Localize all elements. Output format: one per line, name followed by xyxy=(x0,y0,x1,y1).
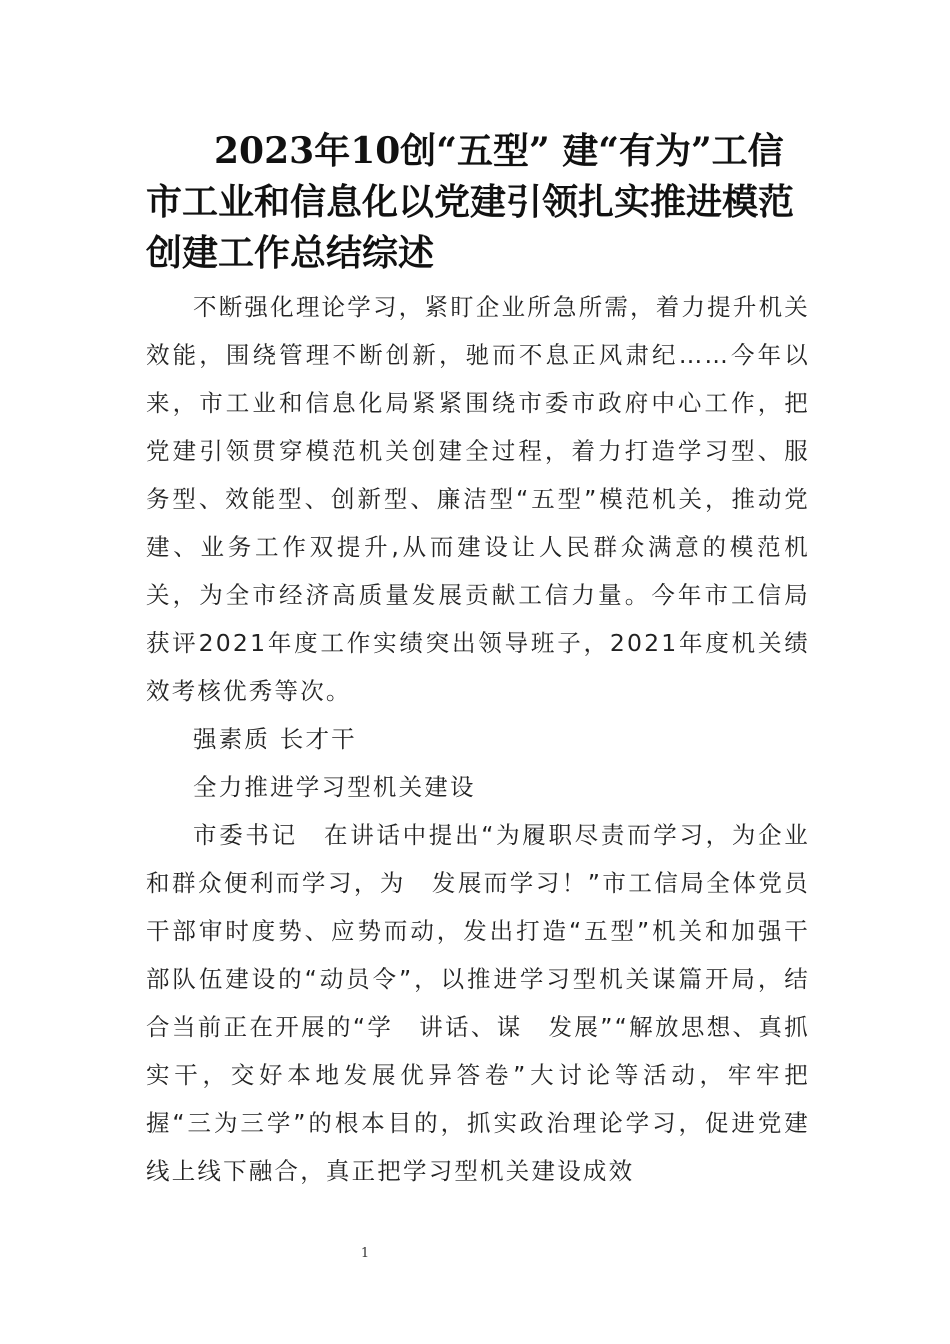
paragraph-body: 市委书记 在讲话中提出“为履职尽责而学习，为企业和群众便利而学习，为 发展而学习！”市工信局全体党员干部审时度势、应势而动，发出打造“五型”机关和加强干部队伍建设的“动员令”，以推进学习型机关谋篇开局，结合当前正在开展的“学 讲话、谋 发展”“解放思想、真抓实干，交好本地发展优异答卷”大讨论等活动，牢牢把握“三为三学”的根本目的，抓实政治理论学习，促进党建线上线下融合，真正把学习型机关建设成效 xyxy=(146,821,810,1185)
title-line-2: 市工业和信息化以党建引领扎实推进模范 xyxy=(146,181,795,223)
title-line-3: 创建工作总结综述 xyxy=(146,232,435,274)
page-footer xyxy=(0,1246,950,1261)
title-line-1: 2023年10创“五型” 建“有为”工信 xyxy=(214,130,784,172)
page-number: 1 xyxy=(360,1246,370,1261)
section-heading: 强素质 长才干 xyxy=(193,725,357,753)
document-title xyxy=(146,126,816,279)
section-subheading: 全力推进学习型机关建设 xyxy=(193,773,476,801)
document-body xyxy=(146,283,810,1195)
paragraph-intro: 不断强化理论学习，紧盯企业所急所需，着力提升机关效能，围绕管理不断创新，驰而不息正风肃纪……今年以来，市工业和信息化局紧紧围绕市委市政府中心工作，把党建引领贯穿模范机关创建全过程，着力打造学习型、服务型、效能型、创新型、廉洁型“五型”模范机关，推动党建、业务工作双提升,从而建设让人民群众满意的模范机关，为全市经济高质量发展贡献工信力量。今年市工信局获评2021年度工作实绩突出领导班子，2021年度机关绩效考核优秀等次。 xyxy=(146,293,810,705)
